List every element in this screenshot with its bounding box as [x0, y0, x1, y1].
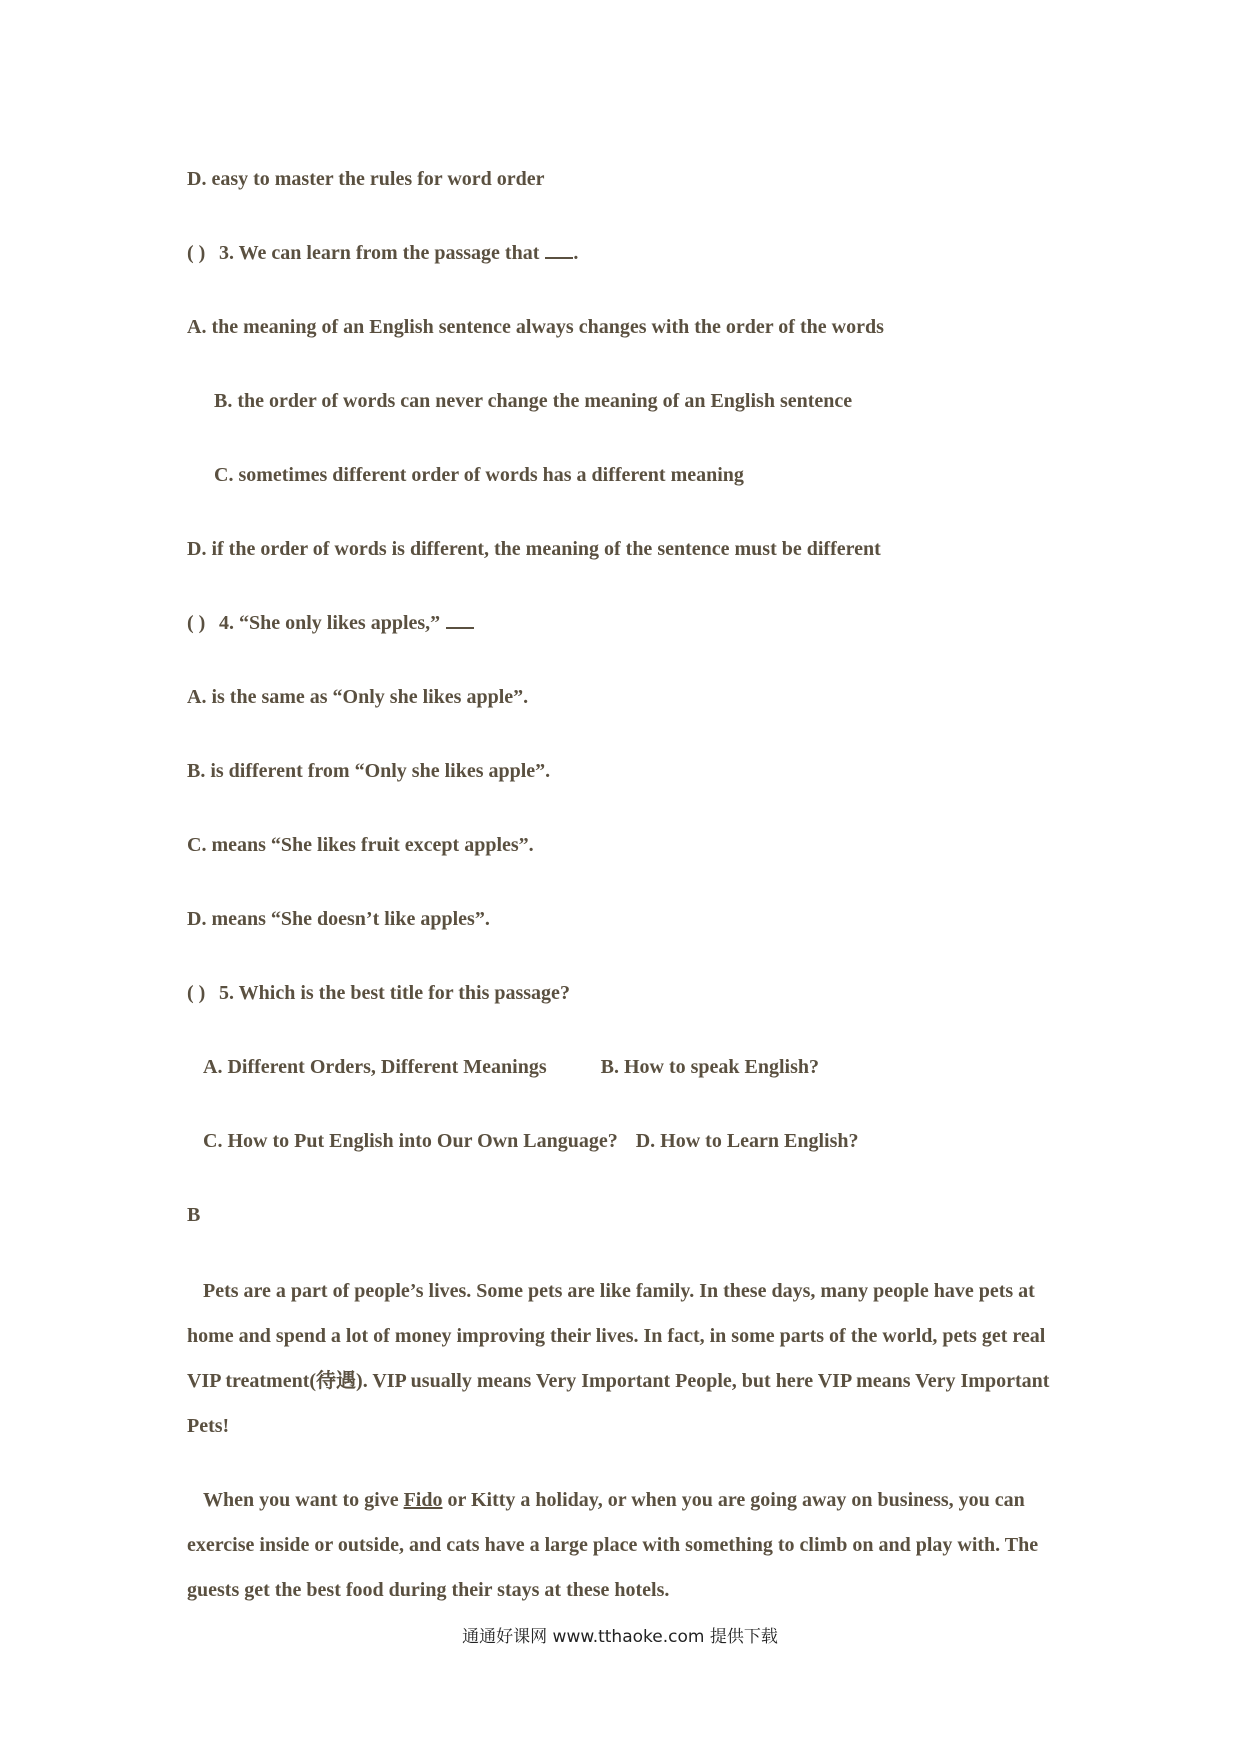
q5-options-row-2 [203, 1128, 859, 1154]
q5-option-b: B. How to speak English? [600, 1056, 820, 1078]
q3-option-a: A. the meaning of an English sentence always changes with the order of the words [187, 316, 884, 338]
q5-option-d: D. How to Learn English? [635, 1130, 859, 1152]
q3-option-b: B. the order of words can never change the meaning of an English sentence [214, 390, 853, 412]
q5-option-c: C. How to Put English into Our Own Language? [203, 1130, 618, 1152]
q4-option-d: D. means “She doesn’t like apples”. [187, 908, 490, 930]
answer-blank [545, 241, 573, 259]
option-d-line: D. easy to master the rules for word order [187, 168, 545, 190]
underlined-word: Fido [403, 1489, 443, 1511]
q4-option-c: C. means “She likes fruit except apples”. [187, 834, 534, 856]
q4-option-a: A. is the same as “Only she likes apple”. [187, 686, 529, 708]
q4-option-b: B. is different from “Only she likes apple”. [187, 760, 551, 782]
page-footer: 通通好课网 www.tthaoke.com 提供下载 [462, 1627, 778, 1647]
answer-blank [446, 611, 474, 629]
q5-option-a: A. Different Orders, Different Meanings [203, 1056, 547, 1078]
q3-option-c: C. sometimes different order of words has a different meaning [214, 464, 744, 486]
q3-option-d: D. if the order of words is different, the meaning of the sentence must be different [187, 538, 881, 560]
answer-paren: ( ) [187, 612, 206, 634]
passage-paragraph-1: Pets are a part of people’s lives. Some pets are like family. In these days, many people have pets at home and spend a lot of money improving their lives. In fact, in some parts of the world, pets get real VIP treatment(待遇). VIP usually means Very Important People, but here VIP means Very Important Pets! [187, 1280, 1050, 1437]
question-3: ( ) 3. We can learn from the passage that . [187, 242, 579, 264]
question-4: ( ) 4. “She only likes apples,” [187, 610, 474, 636]
section-heading: B [187, 1204, 201, 1226]
q5-options-row-1 [203, 1054, 819, 1080]
passage-paragraph-2: When you want to give Fido or Kitty a holiday, or when you are going away on business, you can exercise inside or outside, and cats have a large place with something to climb on and play with. The guests get the best food during their stays at these hotels. [187, 1489, 1039, 1601]
answer-paren: ( ) [187, 242, 206, 264]
answer-paren: ( ) [187, 982, 206, 1004]
question-5: ( ) 5. Which is the best title for this passage? [187, 982, 570, 1004]
